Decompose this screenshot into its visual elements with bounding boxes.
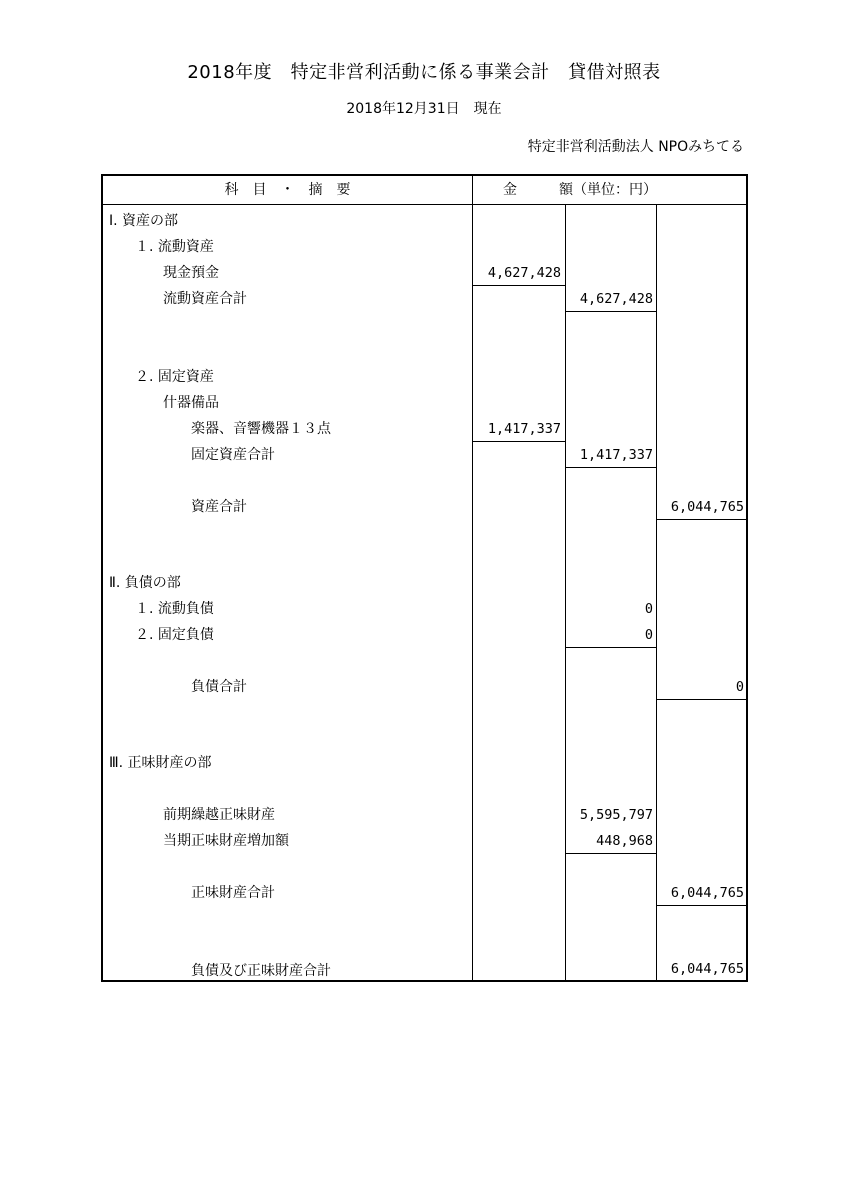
double-underline — [657, 980, 746, 981]
carried-forward-value: 5,595,797 — [579, 807, 653, 823]
double-underline — [657, 519, 746, 520]
current-assets-label: １. 流動資産 — [135, 239, 214, 255]
underline — [566, 467, 656, 468]
fixed-liabilities-value: 0 — [644, 627, 653, 643]
organization-name: 特定非営利活動法人 NPOみちてる — [527, 139, 744, 155]
header-amount: 金 額（単位：円） — [503, 182, 657, 198]
column-divider — [472, 176, 473, 980]
fixed-liabilities-label: ２. 固定負債 — [135, 627, 214, 643]
underline — [657, 699, 746, 700]
instruments-value: 1,417,337 — [487, 421, 561, 437]
cash-label: 現金預金 — [163, 265, 219, 281]
assets-total-value: 6,044,765 — [670, 499, 744, 515]
cash-value: 4,627,428 — [487, 265, 561, 281]
net-assets-total-value: 6,044,765 — [670, 885, 744, 901]
balance-sheet-table — [101, 174, 748, 982]
section-liabilities: Ⅱ. 負債の部 — [109, 575, 181, 591]
liabilities-total-label: 負債合計 — [191, 679, 247, 695]
fixed-assets-label: ２. 固定資産 — [135, 369, 214, 385]
underline — [566, 647, 656, 648]
carried-forward-label: 前期繰越正味財産 — [163, 807, 275, 823]
current-assets-total-label: 流動資産合計 — [163, 291, 247, 307]
header-subject: 科 目 ・ 摘 要 — [224, 182, 351, 198]
underline — [566, 853, 656, 854]
section-assets: Ⅰ. 資産の部 — [109, 213, 179, 229]
fixed-assets-total-label: 固定資産合計 — [191, 447, 275, 463]
current-liabilities-value: 0 — [644, 601, 653, 617]
column-divider — [565, 204, 566, 980]
section-net-assets: Ⅲ. 正味財産の部 — [109, 755, 212, 771]
current-assets-total-value: 4,627,428 — [579, 291, 653, 307]
net-assets-total-label: 正味財産合計 — [191, 885, 275, 901]
grand-total-value: 6,044,765 — [670, 961, 744, 977]
current-liabilities-label: １. 流動負債 — [135, 601, 214, 617]
fixed-assets-total-value: 1,417,337 — [579, 447, 653, 463]
underline — [473, 441, 565, 442]
report-date: 2018年12月31日 現在 — [346, 101, 502, 117]
equipment-label: 什器備品 — [163, 395, 219, 411]
underline — [566, 311, 656, 312]
instruments-label: 楽器、音響機器１３点 — [191, 421, 331, 437]
assets-total-label: 資産合計 — [191, 499, 247, 515]
column-divider — [656, 204, 657, 980]
page-title: 2018年度 特定非営利活動に係る事業会計 貸借対照表 — [187, 62, 661, 83]
underline — [473, 285, 565, 286]
liabilities-total-value: 0 — [735, 679, 744, 695]
grand-total-label: 負債及び正味財産合計 — [191, 963, 331, 979]
increase-value: 448,968 — [596, 833, 653, 849]
underline — [657, 905, 746, 906]
header-divider — [103, 204, 746, 205]
increase-label: 当期正味財産増加額 — [163, 833, 289, 849]
